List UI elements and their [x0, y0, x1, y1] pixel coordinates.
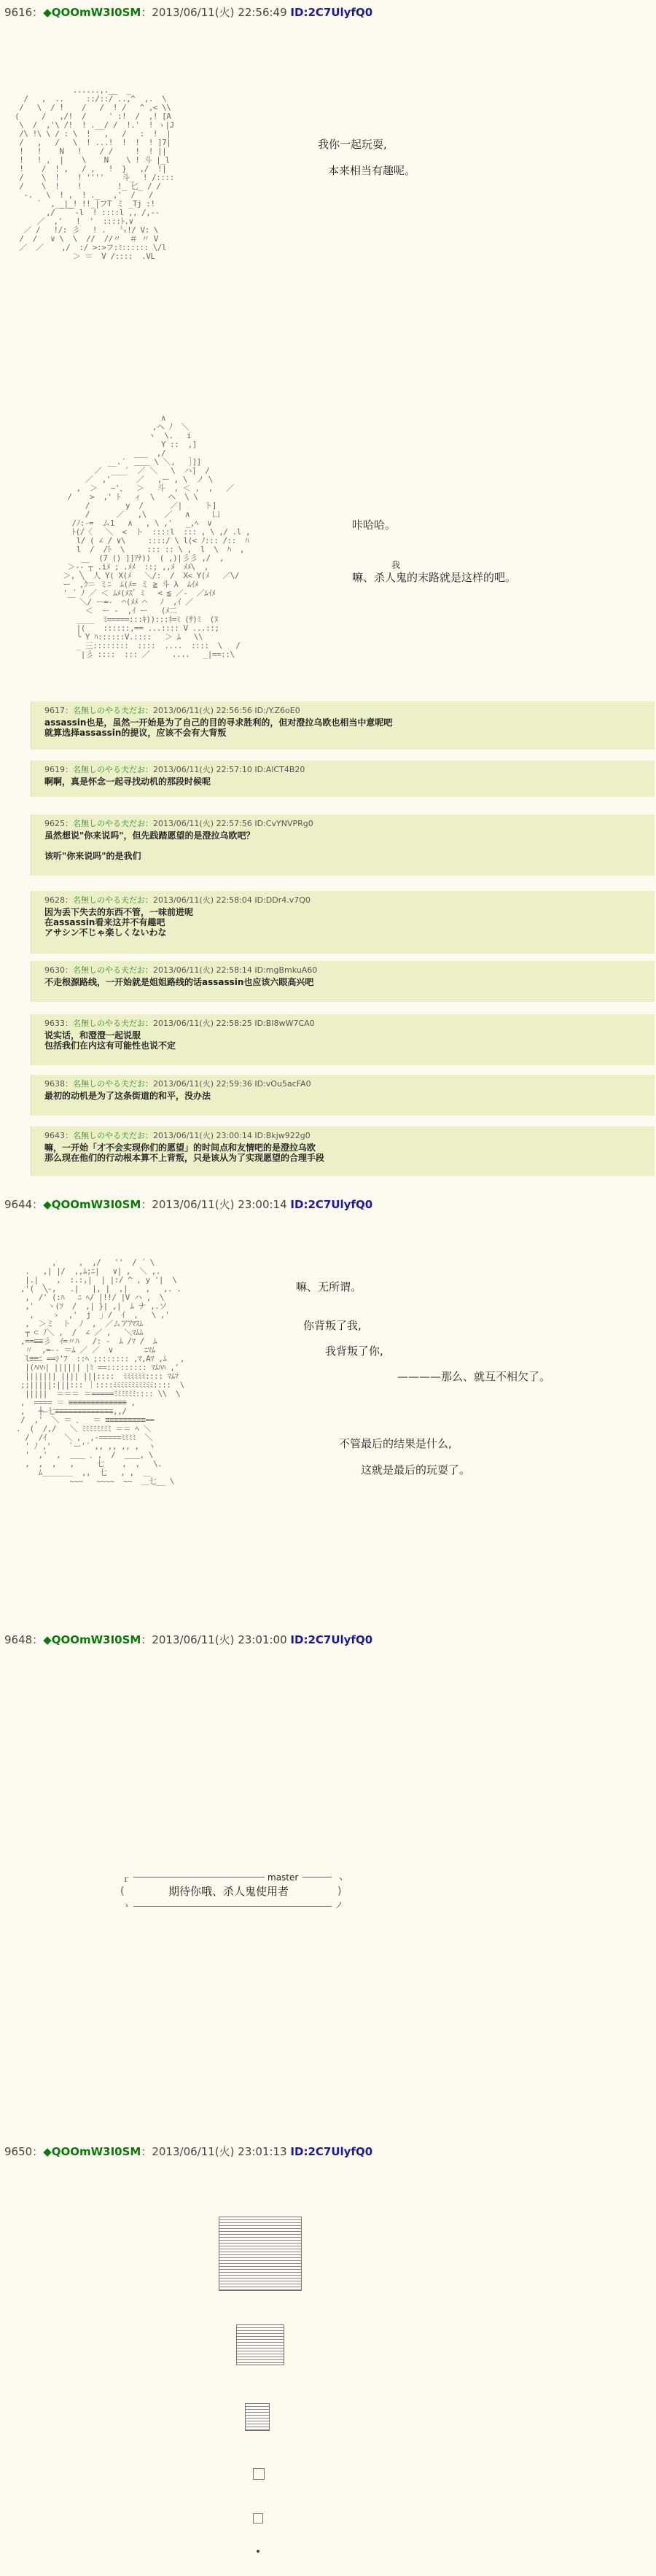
post-date: ：2013/06/11(火) 23:01:13: [141, 2145, 287, 2158]
poster-name: ◆QOOmW3I0SM: [43, 2145, 141, 2158]
dialogue-line: 不管最后的结果是什么,: [339, 1437, 452, 1450]
reply-post: 9633：名無しのやる夫だお：2013/06/11(火) 22:58:25 ID:BI8wW7CA0 说实话，和澄澄一起说服 包括我们在内这有可能性也说不定: [31, 1014, 655, 1065]
post-header: [4, 1196, 372, 1212]
poster-name: ◆QOOmW3I0SM: [43, 1198, 141, 1211]
post-number[interactable]: 9650：: [4, 2145, 44, 2158]
dialogue-line: 嘛、杀人鬼的末路就是这样的吧。: [352, 571, 517, 584]
bubble-top-label: master: [268, 1872, 299, 1883]
reply-post: 9628：名無しのやる夫だお：2013/06/11(火) 22:58:04 ID:DDr4.v7Q0 因为丢下失去的东西不管，一味前进呢 在assassin看来这并不有趣吧 アサシン不じゃ楽しくないわな: [31, 891, 655, 954]
post-date: ：2013/06/11(火) 23:00:14: [141, 1198, 287, 1211]
reply-post: 9617：名無しのやる夫だお：2013/06/11(火) 22:56:56 ID:/Y.Z6oE0 assassin也是，虽然一开始是为了自己的目的寻求胜利的，但对澄拉乌欧也相当中意呢吧 就算选择assassin的提议，应该不会有大背叛: [31, 701, 655, 750]
reply-post: 9638：名無しのやる夫だお：2013/06/11(火) 22:59:36 ID:vOu5acFA0 最初的动机是为了这条街道的和平，没办法: [31, 1075, 655, 1116]
dialogue-line: ————那么、就互不相欠了。: [397, 1370, 551, 1383]
dialogue-line: 我: [391, 560, 401, 570]
shrinking-box-small: [245, 2403, 270, 2431]
dialogue-line: 你背叛了我,: [303, 1319, 362, 1332]
reply-post: 9630：名無しのやる夫だお：2013/06/11(火) 22:58:14 ID:mgBmkuA60 不走根源路线，一开始就是姐姐路线的话assassin也应该六眼高兴吧: [31, 961, 655, 1002]
poster-id[interactable]: ID:2C7UlyfQ0: [290, 6, 373, 19]
ascii-art-character: ∧ ,ヘ ﾉ ＼ ヽ \. i Y :: ,] ___ ,/ __.´ ＿＿ \ ＼, ］]] ／ __ ´ ／ ＼ \ ハ] / ／ ,' ￣ ／ ,ー , \ ノ \ , ＞ ~'、 ＞ 斗 , ＜ , , ／ / > ,' ﾄ ィ \ ヘ \ \ / y / ／| ト] / ／ ,\ ／ ∧ 凵 /ﾉ:-= ム1 ∧ , \ ,' _,ﾍ ∨ ﾄ(/〈 ＼ < ト ::::l ::: , \ ,/ .l , l/ ( ∠ / ∨\ ::::/ \ l(< ﾉ::: /:: ﾊ l / /ﾄ \ ::: :: \ , l \ ﾊ , __ (7 () ]]ｱﾅ)) ( ,)|彡彡 ,/ , ＞-- ┬ .iﾒ ; .ﾒﾒ ::; ,,ﾒ ﾒﾒ\ , ＞, ╲ 人 Y( X(ﾒ ＼/: / X< Y(ﾒ ／\/ ー ,ｸ＝ ミﾆ ﾑ(ﾒ= ミ ≧ 斗 λ ﾑｲﾒ ' ´ ﾉ ／ ＜ ﾑﾒ(ﾒｽﾞ ﾐ < ≦ ／- ／ﾑｲﾒ ￣ ＼/ ー=‐ ⌒(ﾒﾒ ⌒ ﾉ ,ｲ ／ ＜ ー - ,ｲ ー (ﾒ二 ____ ﾐ=====:::ｷ)):::ﾈ=ﾐ (ｻ)ﾐ (ﾇ |( ::::::,== ...:::: V ...::; ╰ Y ﾊ::::::V.:::: ＞ ﾑ \\ _ 三:::::::: :::: .... :::: \ / |彡 :::: ::: ／ .... _|==::\: [63, 413, 251, 659]
poster-id[interactable]: ID:2C7UlyfQ0: [290, 1198, 373, 1211]
poster-name: ◆QOOmW3I0SM: [43, 6, 141, 19]
ascii-art-character: , , ,/ '' / ´ \ . ,| |/ ,,ﾑ;ﾆ| ∨| , ＼ ,. |.| , :.:,| | |:/ ^ , y '| \ ,'( ╲-, .| |, | ,| , ,. . , /' (:ﾊ ﾆ ﾍ/ |!!/ |V ハ , \ ,' ヽ(ﾂ / ,| }| ,| ﾑ ナ ,.ソ , ゝ ,' j ｣ / ｲ , \ ,' , ＞ミ ト ﾉ , ／ムアｱﾏｽﾑ ┬ ⊂ ﾉ＼ , / ∠ ／ , ＼ﾏﾑﾑ ,==≡≡彡 ｲ=〃ﾊ /: - ﾑ /ﾏ / ﾑ 〃 ,=-- ＝ﾑ ／ ／ ∨ ﾆﾏﾑ l≡≡ﾆ ==ｼ'ﾌ ::ﾍ ;::::::: ,ﾏ,Aﾏ ,ﾑ , |(ﾊﾊﾊ| |||||| |ﾐ ==::::::::: ﾏﾑﾊﾊ ,' ||||||| |||| |||:::: ﾐﾐﾐﾐﾐﾐ:::: ﾏﾑﾏ ;;|||||:|||::: ｜::::ﾐﾐﾐﾐﾐﾐﾐﾐﾐﾐﾐ:::: \ ||||| ＝＝＝ ＝=====ﾐﾐﾐﾐﾐﾐ:::: \\ \ , ==== ＝ ≡≡≡≡≡≡≡≡≡≡≡≡≡ , , ┼―七≡≡≡≡≡≡≡≡≡≡≡≡≡,,/ / ,' ＼ ＝ ､ ＝ ≡≡≡≡≡≡≡≡≡== . ( /,/ ＼ ﾐﾐﾐﾐﾐﾐﾐﾐ ＝＝ ﾍ ＼ / /ｲ ＼ , ,-=====ﾐﾐﾐﾐ ＼ ' ﾉ ,' `ー'´ ,, ,, ,, , ヽ ' ,' , ＿＿ ､ , / ＿＿, \ , , , , 七 , , \. ﾑ＿＿＿＿ ,, 七 , , ＿ ~~~ ~~~~ ~~ ＿七__ \: [16, 1258, 184, 1486]
dialogue-line: 我你一起玩耍,: [318, 138, 387, 151]
post-date: ：2013/06/11(火) 23:01:00: [141, 1633, 287, 1646]
speech-bubble: ｒ master ヽ ( 期待你哦、杀人鬼使用者 ) ゝ ノ: [119, 1867, 352, 1918]
shrinking-box-tinier: [253, 2513, 263, 2524]
poster-name: ◆QOOmW3I0SM: [43, 1633, 141, 1646]
dialogue-line: 本来相当有趣呢。: [328, 164, 416, 177]
reply-post: 9643：名無しのやる夫だお：2013/06/11(火) 23:00:14 ID:Bkjw922g0 嘛，一开始「才不会实现你们的愿望」的时间点和友情吧的是澄拉乌欧 那么现在他们的行动根本算不上背叛，只是该从为了实现愿望的合理手段: [31, 1126, 655, 1176]
dialogue-line: 咔哈哈。: [352, 518, 397, 532]
reply-post: 9625：名無しのやる夫だお：2013/06/11(火) 22:57:56 ID:CvYNVPRg0 虽然想说"你来说吗"，但先践踏愿望的是澄拉乌欧吧？ 该听"你来说吗"的是我们: [31, 814, 655, 876]
ascii-art-character: ......,.__ _ / , .. ::/::/ ..,^ ,. \ / \ / ! / / ! / ^ ,< \\ ( / ,/! / ' :! / ,! [A \ / ,'\ /! ! .__/ / !.' ! ゝ|J /\ !\ \ / : \ ! , / : ! | / , / \ ! ...! ! ! ! ]7| ! ! N ! / / ! ! || ! ! , | \ N \ ! 斗 |_l ! / ! , / , ! } ,/ !| / \ ! ! '''' 斗_ ! /:::: / \ ! ! !_ 匕_ / / -. \ ! , ! ._ ,' / / ` ,__|_! !!_|フT ミ _Tj :! ,/ ￣￣-l ! ::::l ,, /,-- ／ ,' ! ' ::::ﾄ.∨ ／ / !/: 彡 ! . ㍉!/ V: \ / / ∨ \ \ // //〃 ＃ 〃 V ／ ／ ,/ :/ >:>フ:ﾐ:::::: \/l ＞ ＝ V /:::: .VL: [15, 85, 174, 261]
post-number[interactable]: 9644：: [4, 1198, 44, 1211]
shrinking-box-tiny: [253, 2468, 265, 2480]
poster-id[interactable]: ID:2C7UlyfQ0: [290, 2145, 373, 2158]
dialogue-line: 这就是最后的玩耍了。: [361, 1463, 471, 1476]
post-number[interactable]: 9648：: [4, 1633, 44, 1646]
post-header: [4, 2144, 372, 2159]
poster-id[interactable]: ID:2C7UlyfQ0: [290, 1633, 373, 1646]
reply-post: 9619：名無しのやる夫だお：2013/06/11(火) 22:57:10 ID:AlCT4B20 啊啊，真是怀念一起寻找动机的那段时候呢: [31, 760, 655, 797]
shrinking-box-medium: [236, 2324, 284, 2365]
post-date: ：2013/06/11(火) 22:56:49: [141, 6, 287, 19]
final-dot: [257, 2550, 259, 2553]
dialogue-line: 嘛、无所谓。: [296, 1280, 362, 1293]
post-header: [4, 4, 372, 20]
dialogue-line: 我背叛了你,: [325, 1345, 383, 1358]
bubble-text: 期待你哦、杀人鬼使用者: [168, 1885, 289, 1898]
post-number[interactable]: 9616：: [4, 6, 44, 19]
post-header: [4, 1632, 372, 1647]
shrinking-box-large: [219, 2217, 302, 2291]
